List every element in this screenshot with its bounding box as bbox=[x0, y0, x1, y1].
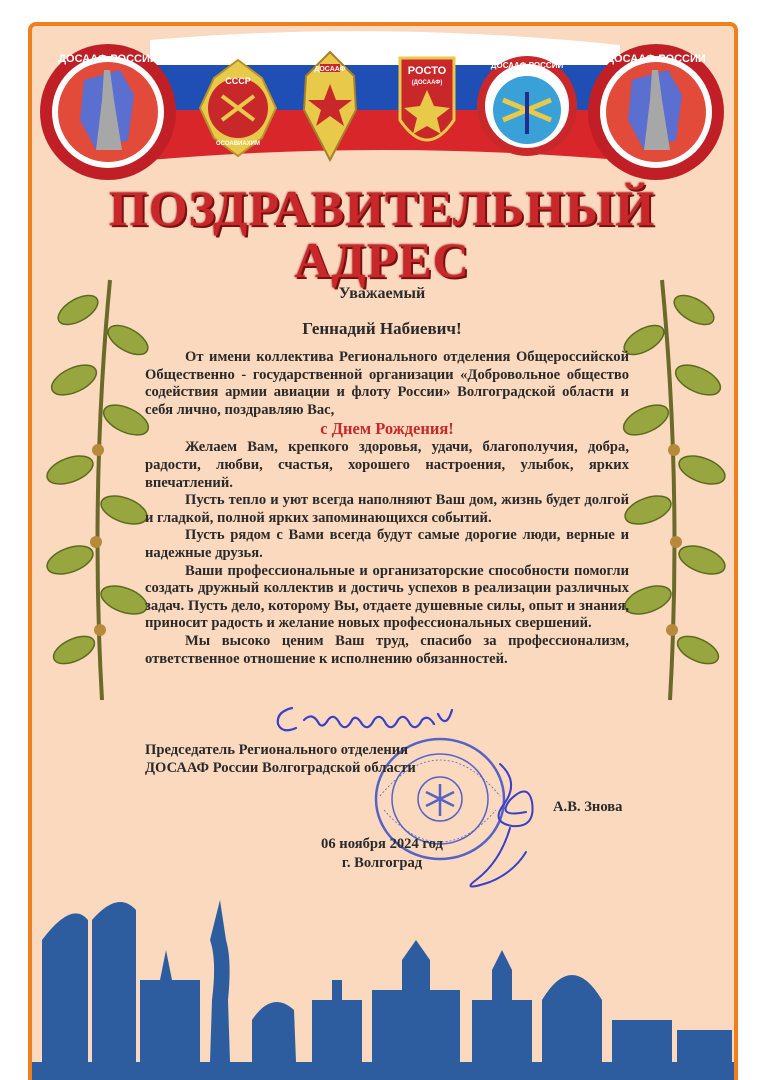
date-block bbox=[0, 835, 764, 873]
church bbox=[472, 950, 532, 1062]
rosto-emblem bbox=[400, 58, 454, 140]
title-line-1: ПОЗДРАВИТЕЛЬНЫЙ bbox=[108, 180, 656, 236]
dosaaf-seal-left bbox=[40, 44, 176, 180]
building-1 bbox=[312, 980, 362, 1062]
cathedral bbox=[372, 940, 460, 1062]
dosaaf-seal-right bbox=[588, 44, 724, 180]
emblem-ussr-bottom-label: ОСОАВИАХИМ bbox=[216, 141, 260, 147]
date-line: 06 ноября 2024 год bbox=[321, 836, 443, 852]
emblem-ussr-label: СССР bbox=[225, 76, 251, 86]
emblem-dosaaf-label: ДОСААФ bbox=[314, 66, 346, 73]
building-3 bbox=[677, 1030, 732, 1062]
signatory-name: А.В. Знова bbox=[553, 799, 623, 815]
salutation: Уважаемый bbox=[338, 285, 426, 302]
seal-left-label: ДОСААФ РОССИИ bbox=[58, 53, 158, 65]
body-paragraph-3: Пусть рядом с Вами всегда будут самые дорогие люди, верные и надежные друзья. bbox=[145, 527, 629, 561]
body-paragraph-1: Желаем Вам, крепкого здоровья, удачи, благополучия, добра, радости, любви, счастья, хорошего настроения, улыбок, ярких впечатлений. bbox=[145, 439, 629, 491]
emblem-rosto-label: РОСТО bbox=[407, 65, 447, 77]
signatory-title-line-1: Председатель Регионального отделения bbox=[145, 742, 409, 758]
tower-left bbox=[42, 913, 88, 1062]
signatory-title-line-2: ДОСААФ России Волгоградской области bbox=[145, 759, 416, 776]
skyline-ground bbox=[32, 1062, 734, 1080]
letter-body bbox=[145, 349, 629, 668]
signatory-title bbox=[145, 742, 416, 777]
seal-right-label: ДОСААФ РОССИИ bbox=[606, 53, 706, 65]
recipient-name: Геннадий Набиевич! bbox=[302, 319, 462, 338]
header-flag-banner bbox=[0, 0, 764, 200]
occasion-line: с Днем Рождения! bbox=[320, 419, 454, 439]
body-paragraph-4: Ваши профессиональные и организаторские способности помогли создать дружный коллектив и достичь успехов в реализации различных задач. Пусть дело, которому Вы, отдаете душевные силы, опыт и знания, приносит радость и желание новых профессиональных свершений. bbox=[145, 562, 629, 632]
body-paragraph-2: Пусть тепло и уют всегда наполняют Ваш дом, жизнь будет долгой и гладкой, полной ярких запоминающихся событий. bbox=[145, 492, 629, 526]
emblem-russia-label: ДОСААФ РОССИИ bbox=[490, 61, 564, 70]
soldier-statue bbox=[252, 1002, 296, 1062]
volgograd-skyline bbox=[32, 880, 734, 1080]
tower-left-2 bbox=[92, 902, 136, 1062]
motherland-statue bbox=[210, 900, 230, 1062]
title-line-2: АДРЕС bbox=[294, 232, 470, 288]
city-line: г. Волгоград bbox=[341, 855, 423, 871]
dosaaf-russia-emblem bbox=[481, 60, 573, 152]
body-intro: От имени коллектива Регионального отделения Общероссийской Общественно - государственной организации «Добровольное общество содействия армии авиации и флоту России» Волгоградской области и себя лично, поздравляю Вас, bbox=[145, 349, 629, 418]
building-2 bbox=[612, 1020, 672, 1062]
planetarium-dome bbox=[542, 975, 602, 1062]
emblem-rosto-sublabel: (ДОСААФ) bbox=[411, 80, 443, 86]
station-building bbox=[140, 950, 200, 1062]
body-paragraph-5: Мы высоко ценим Ваш труд, спасибо за профессионализм, ответственное отношение к исполнению обязанностей. bbox=[145, 632, 629, 667]
